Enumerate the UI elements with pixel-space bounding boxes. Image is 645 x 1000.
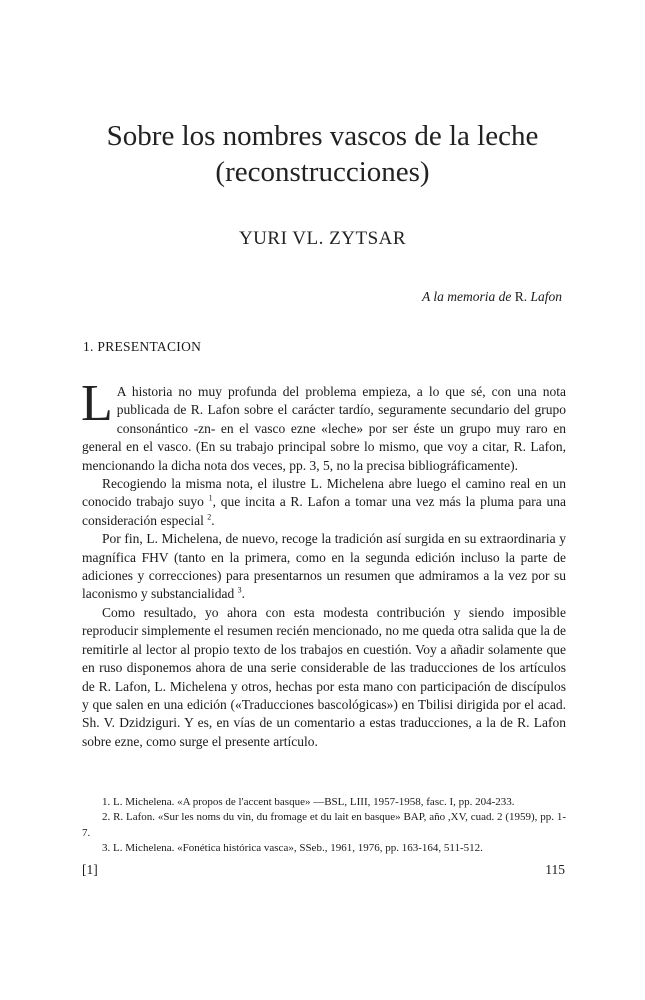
footer-section-number: [1] (82, 862, 98, 877)
footnotes (82, 795, 566, 857)
paragraph-2 (82, 475, 566, 530)
footnote-ref-2: 2 (207, 512, 212, 522)
page-number: 115 (545, 862, 565, 877)
dedication-initial: R. (514, 289, 528, 304)
paragraph-4: Como resultado, yo ahora con esta modesta contribución y siendo imposible reproducir simplemente el resumen recién mencionado, no me queda otra salida que la de remitirle al lector al propio texto de los trabajos en cuestión. Voy a añadir solamente que en ruso disponemos ahora de una serie considerable de las traducciones de los artículos de R. Lafon, L. Michelena y otros, hechas por esta mano con participación de discípulos y que salen en una edición («Traducciones bascológicas») en Tbilisi dirigida por el acad. Sh. V. Dzidziguri. Y es, en vías de un comentario a estas traducciones, a la de R. Lafon sobre ezne, como surge el presente artículo. (82, 604, 566, 749)
body-text (81, 375, 566, 751)
footnote-ref-1: 1 (208, 493, 213, 503)
section-heading: 1. PRESENTACION (83, 339, 202, 354)
title-line-1: Sobre los nombres vascos de la leche (106, 120, 539, 152)
dedication-surname: Lafon (530, 289, 562, 304)
dedication (100, 289, 562, 305)
dedication-italic: A la memoria de (421, 289, 512, 304)
footnote-ref-3: 3 (237, 585, 242, 595)
paragraph-3-text-a: Por fin, L. Michelena, de nuevo, recoge la tradición así surgida en su extraordinaria y magnífica FHV (tanto en la primera, como en la segunda edición incluso la parte de adiciones y correcciones) para presentarnos un resumen que admiramos a la vez por su laconismo y substancialidad (82, 531, 566, 602)
footnote-2: 2. R. Lafon. «Sur les noms du vin, du fromage et du lait en basque» BAP, año ,XV, cuad. 2 (1959), pp. 1-7. (82, 811, 566, 839)
paragraph-2-text-b: , que incita a R. Lafon a tomar una vez más la pluma para una consideración especial (82, 494, 566, 528)
author-name: YURI VL. ZYTSAR (238, 228, 407, 249)
title-line-2: (reconstrucciones) (215, 156, 430, 188)
paragraph-2-text-c: . (211, 512, 215, 528)
paragraph-3 (82, 530, 566, 604)
footnote-1: 1. L. Michelena. «A propos de l'accent basque» —BSL, LIII, 1957-1958, fasc. I, pp. 204-233. (102, 796, 515, 808)
paragraph-1-text: A historia no muy profunda del problema empieza, a lo que sé, con una nota publicada de R. Lafon sobre el carácter tardío, seguramente secundario del grupo consonántico -zn- en el vasco ezne «leche» por ser éste un grupo muy raro en general en el vasco. (En su trabajo principal sobre lo mismo, que voy a citar, R. Lafon, mencionando la dicha nota dos veces, pp. 3, 5, no la precisa bibliográficamente). (82, 384, 566, 473)
footnote-3: 3. L. Michelena. «Fonética histórica vasca», SSeb., 1961, 1976, pp. 163-164, 511-512. (102, 842, 483, 855)
paragraph-2-text-a: Recogiendo la misma nota, el ilustre L. Michelena abre luego el camino real en un conocido trabajo suyo (82, 476, 566, 510)
paragraph-1 (81, 375, 566, 475)
article-title (0, 118, 645, 190)
drop-cap: L (81, 375, 113, 432)
paragraph-3-text-b: . (241, 586, 245, 602)
